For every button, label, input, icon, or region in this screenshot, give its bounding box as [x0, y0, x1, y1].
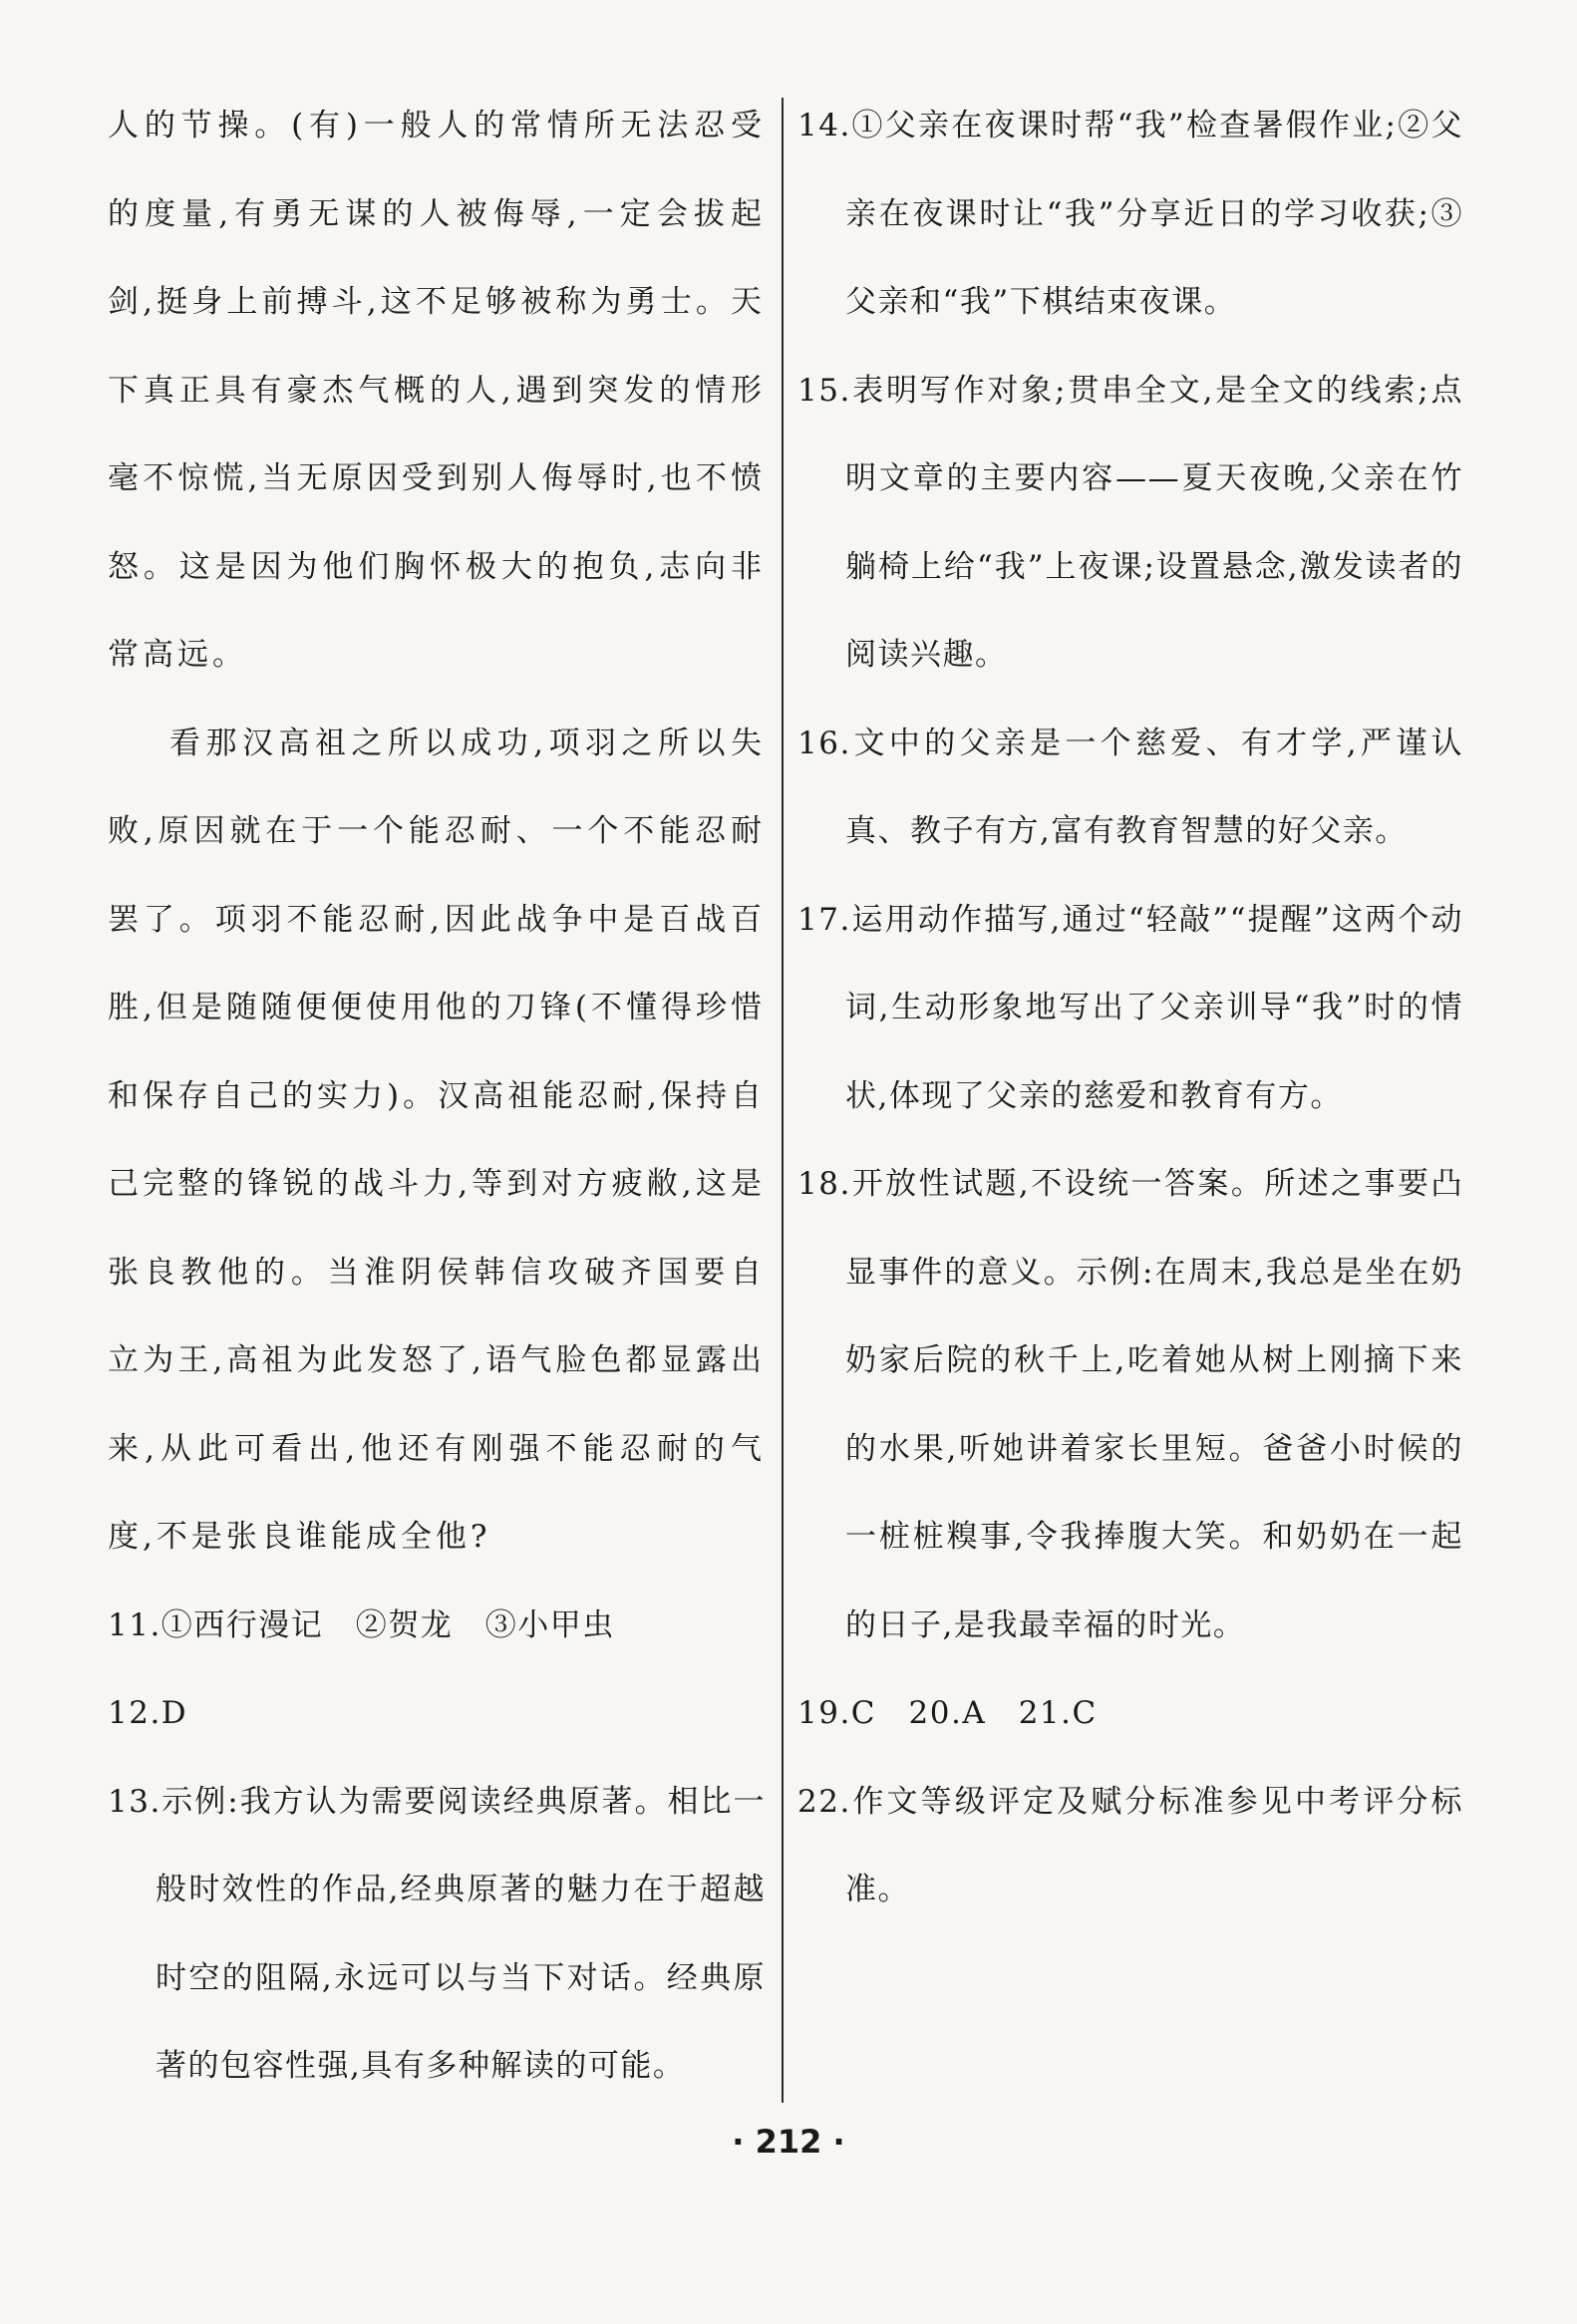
translation-paragraph-1: 人的节操。(有)一般人的常情所无法忍受的度量,有勇无谋的人被侮辱,一定会拔起剑,挺身上前搏斗,这不足够被称为勇士。天下真正具有豪杰气概的人,遇到突发的情形毫不惊慌,当无原因受到别人侮辱时,也不愤怒。这是因为他们胸怀极大的抱负,志向非常高远。 — [108, 108, 766, 673]
answer-16: 16.文中的父亲是一个慈爱、有才学,严谨认真、教子有方,富有教育智慧的好父亲。 — [797, 725, 1463, 849]
answer-19-21: 19.C 20.A 21.C — [797, 1695, 1098, 1731]
left-column — [108, 82, 766, 2111]
answer-11: 11.①西行漫记 ②贺龙 ③小甲虫 — [108, 1606, 615, 1643]
answer-12: 12.D — [108, 1695, 188, 1731]
page-number: · 212 · — [732, 2123, 845, 2161]
answer-15: 15.表明写作对象;贯串全文,是全文的线索;点明文章的主要内容——夏天夜晚,父亲在竹躺椅上给“我”上夜课;设置悬念,激发读者的阅读兴趣。 — [797, 372, 1463, 673]
right-column — [797, 82, 1463, 1934]
column-divider — [782, 98, 784, 2103]
translation-paragraph-2: 看那汉高祖之所以成功,项羽之所以失败,原因就在于一个能忍耐、一个不能忍耐罢了。项羽不能忍耐,因此战争中是百战百胜,但是随随便便使用他的刀锋(不懂得珍惜和保存自己的实力)。汉高祖能忍耐,保持自己完整的锋锐的战斗力,等到对方疲敝,这是张良教他的。当淮阴侯韩信攻破齐国要自立为王,高祖为此发怒了,语气脸色都显露出来,从此可看出,他还有刚强不能忍耐的气度,不是张良谁能成全他? — [108, 725, 766, 1555]
answer-14: 14.①父亲在夜课时帮“我”检查暑假作业;②父亲在夜课时让“我”分享近日的学习收获;③父亲和“我”下棋结束夜课。 — [797, 108, 1463, 320]
answer-22: 22.作文等级评定及赋分标准参见中考评分标准。 — [797, 1783, 1463, 1907]
answer-13: 13.示例:我方认为需要阅读经典原著。相比一般时效性的作品,经典原著的魅力在于超越时空的阻隔,永远可以与当下对话。经典原著的包容性强,具有多种解读的可能。 — [108, 1783, 766, 2084]
answer-17: 17.运用动作描写,通过“轻敲”“提醒”这两个动词,生动形象地写出了父亲训导“我”时的情状,体现了父亲的慈爱和教育有方。 — [797, 901, 1463, 1114]
answer-18: 18.开放性试题,不设统一答案。所述之事要凸显事件的意义。示例:在周末,我总是坐在奶奶家后院的秋千上,吃着她从树上刚摘下来的水果,听她讲着家长里短。爸爸小时候的一桩桩糗事,令我捧腹大笑。和奶奶在一起的日子,是我最幸福的时光。 — [797, 1166, 1463, 1643]
